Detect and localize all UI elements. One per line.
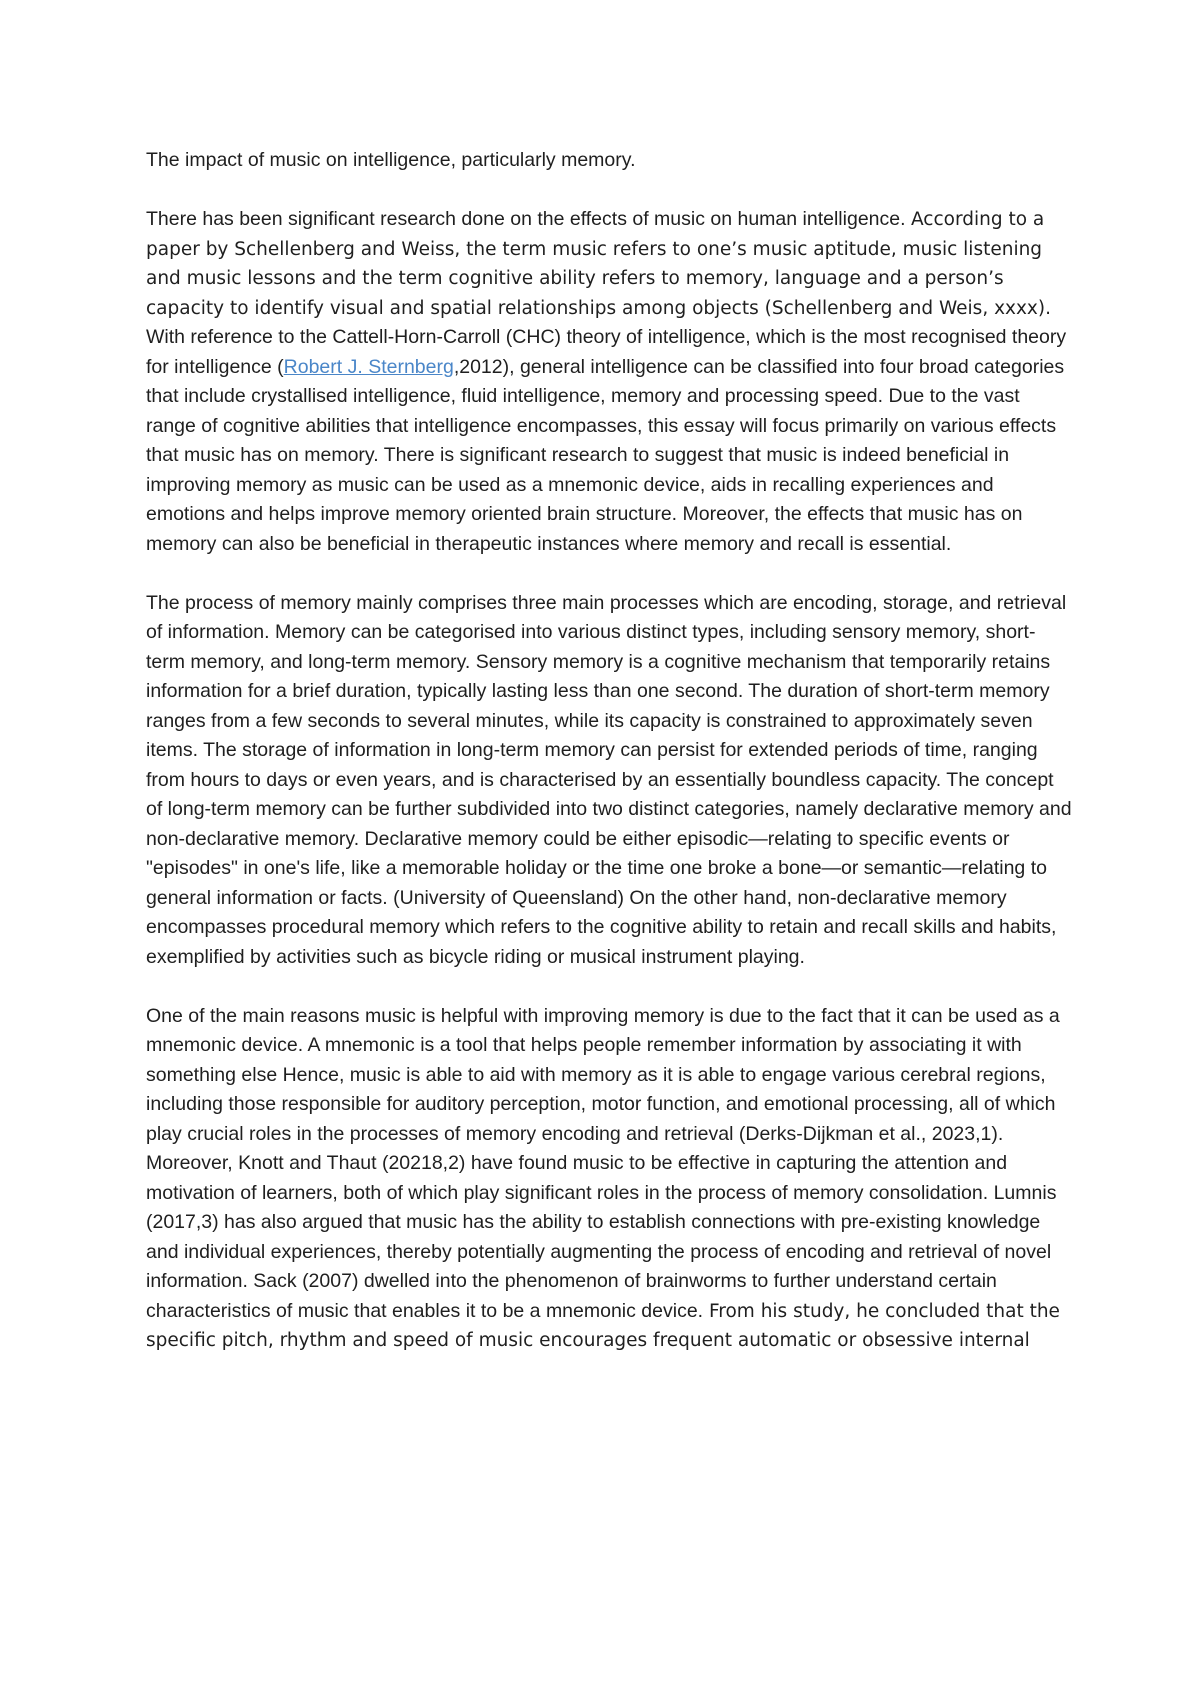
paragraph-mnemonic-device <box>146 1002 1074 1356</box>
mnemonic-text: One of the main reasons music is helpful with improving memory is due to the fact that it can be used as a mnemonic device. A mnemonic is a tool that helps people remember information by associating it with something else Hence, music is able to aid with memory as it is able to engage various cerebral regions, including those responsible for auditory perception, motor function, and emotional processing, all of which play crucial roles in the processes of memory encoding and retrieval (Derks-Dijkman et al., 2023,1). Moreover, Knott and Thaut (20218,2) have found music to be effective in capturing the attention and motivation of learners, both of which play significant roles in the process of memory consolidation. Lumnis (2017,3) has also argued that music has the ability to establish connections with pre-existing knowledge and individual experiences, thereby potentially augmenting the process of encoding and retrieval of novel information. Sack (2007) dwelled into the phenomenon of brainworms to further understand certain characteristics of music that enables it to be a mnemonic device. <box>146 1004 1060 1322</box>
paragraph-introduction <box>146 205 1074 559</box>
paragraph-memory-processes: The process of memory mainly comprises three main processes which are encoding, storage, and retrieval of information. Memory can be categorised into various distinct types, including sensory memory, short-term memory, and long-term memory. Sensory memory is a cognitive mechanism that temporarily retains information for a brief duration, typically lasting less than one second. The duration of short-term memory ranges from a few seconds to several minutes, while its capacity is constrained to approximately seven items. The storage of information in long-term memory can persist for extended periods of time, ranging from hours to days or even years, and is characterised by an essentially boundless capacity. The concept of long-term memory can be further subdivided into two distinct categories, namely declarative memory and non-declarative memory. Declarative memory could be either episodic—relating to specific events or "episodes" in one's life, like a memorable holiday or the time one broke a bone—or semantic—relating to general information or facts. (University of Queensland) On the other hand, non-declarative memory encompasses procedural memory which refers to the cognitive ability to retain and recall skills and habits, exemplified by activities such as bicycle riding or musical instrument playing. <box>146 591 1072 968</box>
intro-chc-text: With reference to the Cattell-Horn-Carroll (CHC) theory of intelligence, which is the most recognised theory for intelligence ( <box>146 326 1067 378</box>
citation-link-sternberg[interactable]: Robert J. Sternberg <box>283 355 454 378</box>
mnemonic-conclusion-text: From his study, he concluded that the specific pitch, rhythm and speed of music encourages frequent automatic or obsessive internal <box>146 1300 1060 1351</box>
document-title: The impact of music on intelligence, particularly memory. <box>146 149 636 171</box>
intro-remaining-text: ,2012), general intelligence can be classified into four broad categories that include crystallised intelligence, fluid intelligence, memory and processing speed. Due to the vast range of cognitive abilities that intelligence encompasses, this essay will focus primarily on various effects that music has on memory. There is significant research to suggest that music is indeed beneficial in improving memory as music can be used as a mnemonic device, aids in recalling experiences and emotions and helps improve memory oriented brain structure. Moreover, the effects that music has on memory can also be beneficial in therapeutic instances where memory and recall is essential. <box>146 355 1065 555</box>
intro-sentence-1: There has been significant research done on the effects of music on human intelligence. <box>146 208 906 230</box>
document-body <box>146 146 1074 1385</box>
intro-definition-text: According to a paper by Schellenberg and Weiss, the term music refers to one’s music aptitude, music listening and music lessons and the term cognitive ability refers to memory, language and a person’s capacity to identify visual and spatial relationships among objects (Schellenberg and Weis, xxxx). <box>146 209 1051 319</box>
